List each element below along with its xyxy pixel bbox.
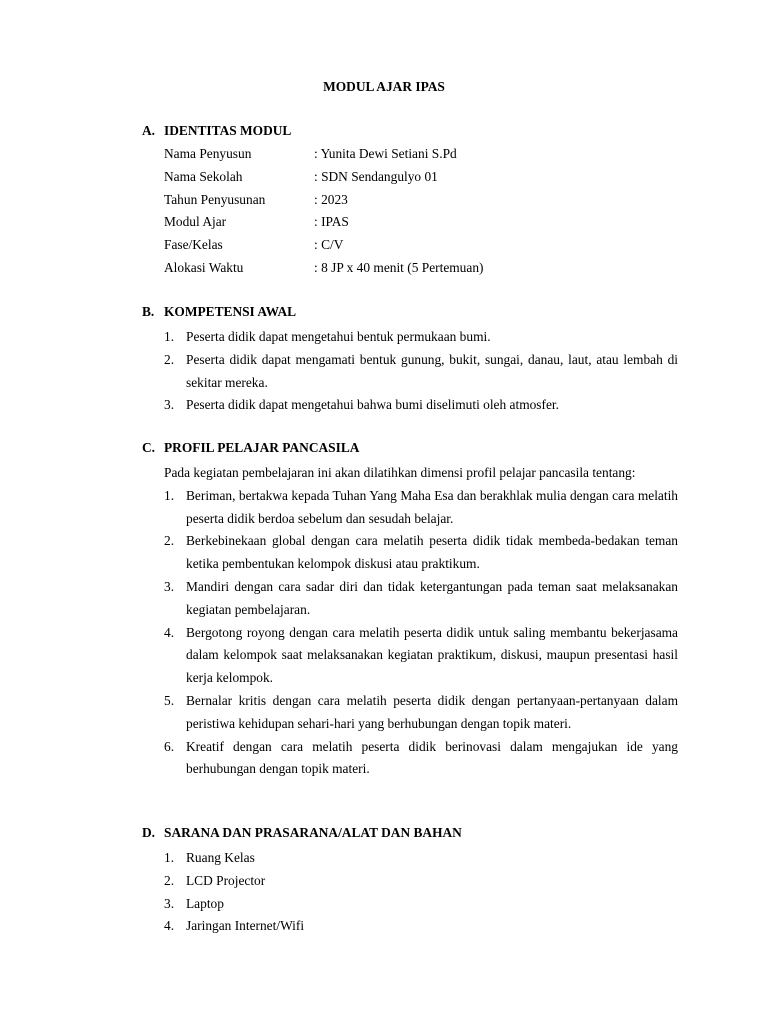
identity-row — [142, 191, 678, 214]
item-number: 3. — [164, 895, 175, 911]
item-number: 3. — [164, 397, 175, 413]
item-text: Peserta didik dapat mengetahui bahwa bumi diselimuti oleh atmosfer. — [186, 397, 559, 413]
section-heading — [142, 303, 678, 326]
page-title: MODUL AJAR IPAS — [323, 79, 445, 94]
identity-key: Modul Ajar — [164, 214, 227, 230]
list-item — [142, 622, 678, 690]
item-number: 2. — [164, 351, 175, 367]
identity-value: : SDN Sendangulyo 01 — [314, 168, 438, 184]
profil-list — [142, 485, 678, 781]
identity-row — [142, 236, 678, 259]
identity-value: : IPAS — [314, 214, 349, 230]
list-item — [142, 915, 678, 938]
section-kompetensi — [142, 303, 678, 417]
section-title: KOMPETENSI AWAL — [164, 304, 297, 319]
section-title: IDENTITAS MODUL — [164, 123, 292, 138]
list-item — [142, 485, 678, 531]
item-text: Bernalar kritis dengan cara melatih peserta didik dengan pertanyaan-pertanyaan dalam peristiwa kehidupan sehari-hari yang berhubungan dengan topik materi. — [186, 692, 678, 731]
item-text: Laptop — [186, 895, 224, 911]
item-number: 1. — [164, 850, 175, 865]
identity-row — [142, 259, 678, 282]
item-text: LCD Projector — [186, 872, 266, 888]
section-letter: D. — [142, 825, 156, 840]
item-number: 4. — [164, 624, 175, 640]
list-item — [142, 576, 678, 622]
list-item — [142, 847, 678, 870]
item-text: Jaringan Internet/Wifi — [186, 918, 305, 934]
list-item — [142, 893, 678, 916]
list-item — [142, 530, 678, 576]
item-text: Beriman, bertakwa kepada Tuhan Yang Maha Esa dan berakhlak mulia dengan cara melatih peserta didik berdoa sebelum dan sesudah belajar. — [186, 487, 678, 526]
item-number: 3. — [164, 578, 175, 594]
list-item — [142, 326, 678, 349]
section-heading — [142, 439, 678, 462]
item-number: 6. — [164, 738, 175, 754]
item-number: 1. — [164, 487, 175, 503]
list-item — [142, 870, 678, 893]
identity-key: Tahun Penyusunan — [164, 191, 266, 207]
identity-key: Nama Penyusun — [164, 146, 252, 161]
identity-key: Nama Sekolah — [164, 168, 243, 184]
section-heading — [142, 122, 678, 145]
section-title: SARANA DAN PRASARANA/ALAT DAN BAHAN — [164, 825, 462, 840]
item-number: 5. — [164, 692, 175, 708]
item-number: 2. — [164, 872, 175, 888]
identity-row — [142, 145, 678, 168]
identity-row — [142, 213, 678, 236]
item-text: Ruang Kelas — [186, 850, 255, 865]
item-number: 4. — [164, 918, 175, 934]
identity-value: : Yunita Dewi Setiani S.Pd — [314, 146, 457, 161]
section-letter: C. — [142, 440, 156, 455]
identity-value: : C/V — [314, 237, 344, 253]
item-number: 2. — [164, 533, 175, 549]
identity-value: : 8 JP x 40 menit (5 Pertemuan) — [314, 259, 484, 275]
list-item — [142, 736, 678, 782]
item-text: Mandiri dengan cara sadar diri dan tidak ketergantungan pada teman saat melaksanakan kegiatan pembelajaran. — [186, 578, 678, 617]
item-text: Peserta didik dapat mengetahui bentuk permukaan bumi. — [186, 329, 491, 344]
item-text: Bergotong royong dengan cara melatih peserta didik untuk saling membantu bekerjasama dalam kelompok saat melaksanakan kegiatan praktikum, diskusi, maupun presentasi hasil kerja kelompok. — [186, 624, 678, 686]
section-identitas — [142, 122, 678, 282]
identity-value: : 2023 — [314, 191, 348, 207]
list-item — [142, 690, 678, 736]
kompetensi-list — [142, 326, 678, 417]
section-title: PROFIL PELAJAR PANCASILA — [164, 440, 360, 455]
item-number: 1. — [164, 329, 175, 344]
section-letter: A. — [142, 123, 156, 138]
section-sarana — [142, 824, 678, 938]
section-heading — [142, 824, 678, 847]
identity-row — [142, 168, 678, 191]
list-item — [142, 349, 678, 395]
section-letter: B. — [142, 304, 155, 319]
identity-key: Alokasi Waktu — [164, 259, 244, 275]
list-item — [142, 394, 678, 417]
item-text: Peserta didik dapat mengamati bentuk gunung, bukit, sungai, danau, laut, atau lembah di sekitar mereka. — [186, 351, 678, 390]
section-profil — [142, 439, 678, 781]
item-text: Kreatif dengan cara melatih peserta didik berinovasi dalam mengajukan ide yang berhubungan dengan topik materi. — [186, 738, 678, 777]
sarana-list — [142, 847, 678, 938]
section-intro: Pada kegiatan pembelajaran ini akan dilatihkan dimensi profil pelajar pancasila tentang: — [164, 465, 636, 480]
identity-key: Fase/Kelas — [164, 237, 223, 253]
item-text: Berkebinekaan global dengan cara melatih peserta didik tidak membeda-bedakan teman ketika pembentukan kelompok diskusi atau praktikum. — [186, 533, 678, 572]
